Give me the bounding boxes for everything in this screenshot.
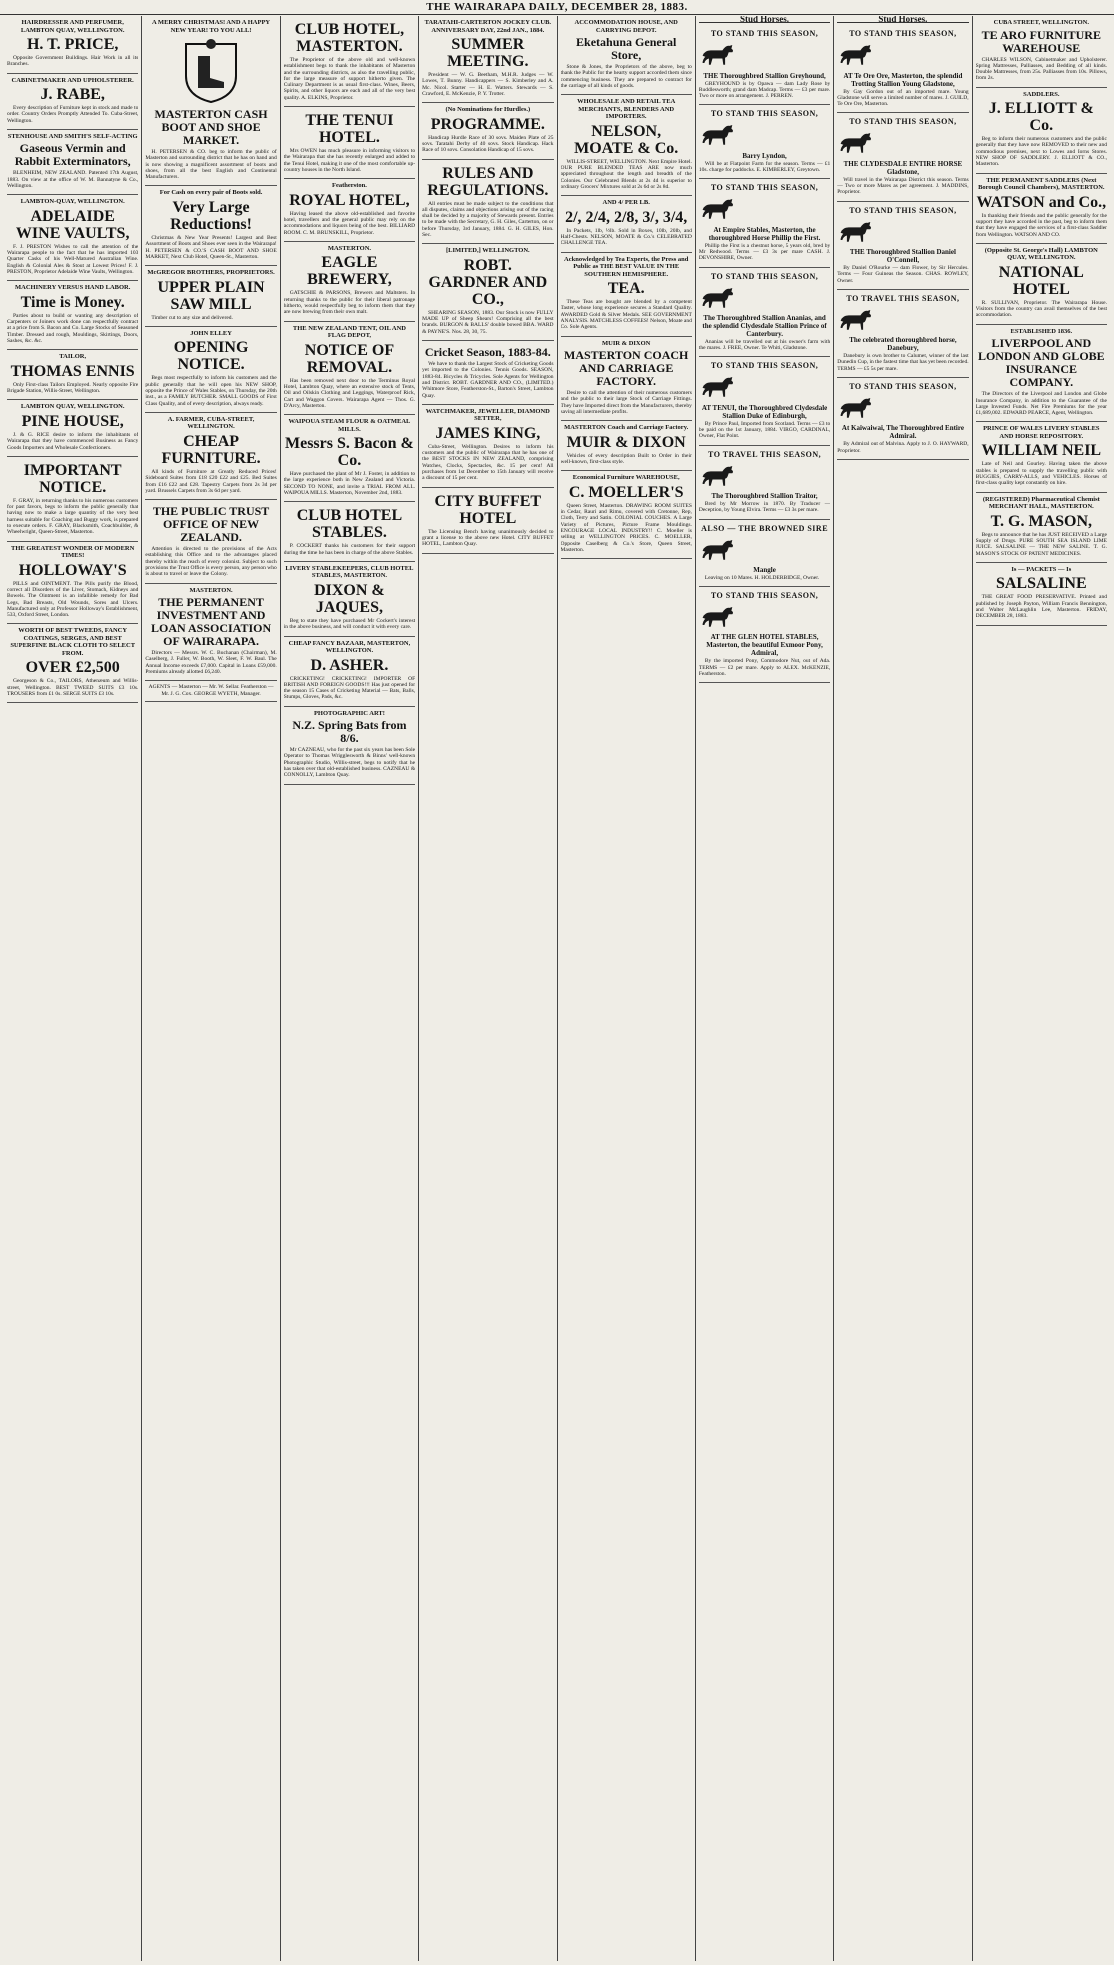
ad-subheading: SADDLERS. <box>1023 90 1060 98</box>
advertisement <box>284 562 415 637</box>
ad-subheading: MASTERTON. <box>189 586 233 594</box>
advertisement <box>976 16 1107 88</box>
advertisement <box>976 88 1107 174</box>
ad-subheading: A. FARMER, CUBA-STREET, WELLINGTON. <box>167 415 255 431</box>
ad-headline: JAMES KING, <box>435 424 541 442</box>
advertisement <box>699 520 830 588</box>
ad-headline: Gaseous Vermin and Rabbit Exterminators, <box>14 141 131 169</box>
ad-body: H. PETERSEN & CO. beg to inform the public of Masterton and surrounding district that he has on hand and is now showing a magnificent assortment of boots and shoes, from all the best English and Continental Manufacturers. <box>145 149 277 181</box>
ad-subheading: JOHN ELLEY <box>190 329 232 337</box>
ad-headline: Very Large Reductions! <box>170 198 252 233</box>
advertisement <box>837 202 968 290</box>
ad-body: By Gay Gordon out of an imported mare. Young Gladstone will serve a limited number of mares. J. GUILD, Te Ore Ore, Masterton. <box>837 88 969 108</box>
ad-body: The Licensing Bench having unanimously decided to grant a license to the above new Hotel. CITY BUFFET HOTEL, Lambton Quay. <box>422 528 554 548</box>
ad-subheading: PHOTOGRAPHIC ART! <box>313 709 385 717</box>
ad-headline: THOMAS ENNIS <box>10 362 135 380</box>
ad-body: Phillip the First is a chestnut horse, 5 years old, bred by Mr Redwood. Terms — £3 3s per mare CASH. J. DEVONSHIRE, Owner. <box>698 242 831 262</box>
ad-headline: HOLLOWAY'S <box>18 561 127 579</box>
ad-body: Begs most respectfully to inform his customers and the public generally that he will open his NEW SHOP, opposite the Prince of Wales Stables, on Thursday, the 20th inst., as a FAMILY BUTCHER. SMALL GOODS of First Class Quality, and of every description, always ready. <box>145 375 277 407</box>
horse-icon <box>837 218 873 244</box>
ad-headline: TO STAND THIS SEASON, <box>849 382 957 392</box>
ad-body: Timber cut to any size and delivered. <box>151 314 233 321</box>
ad-subheading: THE Thoroughbred Stallion Daniel O'Connell, <box>849 247 956 264</box>
ad-body: All entries must be made subject to the conditions that all disputes, claims and objections arising out of the racing shall be decided by a majority of Stewards present. Entries to be made with the Secretary, G. H. Giles, Carterton, on or before Thursday, 3rd January, 1884. G. H. GILES, Hon. Sec. <box>422 200 554 239</box>
ad-headline: ROYAL HOTEL, <box>289 191 410 209</box>
ad-headline: ALSO — THE BROWNED SIRE <box>701 523 829 533</box>
ad-body: In Packets, 1lb, ½lb. Sold in Boxes, 10lb, 20lb, and Half-Chests. NELSON, MOATE & Co.'s CELEBRATED CHALLENGE TEA. <box>560 227 692 247</box>
ad-body: Cuba-Street, Wellington. Desires to inform his customers and the public of Wairarapa that he has one of the BEST STOCKS IN NEW ZEALAND, comprising Watches, Clocks, Spectacles, &c. 15 per cent! All purchases from 1st December to 15th January will receive a discount of 15 per cent. <box>422 443 554 482</box>
ad-subheading: TAILOR, <box>59 353 87 361</box>
ad-subheading: STENHOUSE AND SMITH'S SELF-ACTING <box>7 132 138 140</box>
ad-headline: WATSON and Co., <box>976 193 1107 211</box>
advertisement <box>284 415 415 502</box>
column-3 <box>281 16 419 1961</box>
advertisement <box>284 322 415 415</box>
ad-headline: TO TRAVEL THIS SEASON, <box>708 449 822 459</box>
advertisement <box>422 160 553 245</box>
ad-body: Leaving on 10 Mares. H. HOLDERBIDGE, Owner. <box>704 574 820 581</box>
ad-headline: IMPORTANT NOTICE. <box>23 461 122 496</box>
advertisement <box>837 290 968 378</box>
ad-headline: Messrs S. Bacon & Co. <box>284 435 414 470</box>
ad-body: By Prince Paul, Imported from Scotland. Terms — £3 to be paid on the 1st January, 1884. VIRGO, CARDINAL, Owner, Flat Point. <box>698 420 831 440</box>
ad-headline: THE TENUI HOTEL. <box>305 112 394 147</box>
advertisement <box>422 405 553 488</box>
ad-headline: DIXON & JAQUES, <box>314 581 385 616</box>
ad-headline: MASTERTON CASH BOOT AND SHOE MARKET. <box>154 107 268 147</box>
advertisement <box>422 488 553 554</box>
advertisement <box>422 341 553 405</box>
ad-headline: THE PERMANENT INVESTMENT AND LOAN ASSOCIATION OF WAIRARAPA. <box>150 595 272 649</box>
ad-body: In thanking their friends and the public generally for the support they have accorded in the past, beg to inform them that they have engaged the services of a first-class Saddler from Wellington. WATSON AND CO. <box>975 212 1107 238</box>
column-4 <box>419 16 557 1961</box>
ad-body: Desire to call the attention of their numerous customers and the public to their large Stock of Carriage Fittings. They have Imported direct from the Manufacturers, thereby saving all intermediate profits. <box>560 390 692 415</box>
ad-subheading: TARATAHI-CARTERTON JOCKEY CLUB. ANNIVERSARY DAY, 22nd JAN., 1884. <box>424 19 552 34</box>
ad-headline: TO STAND THIS SEASON, <box>710 29 819 39</box>
ad-headline: TO STAND THIS SEASON, <box>849 205 957 215</box>
advertisement <box>699 357 830 445</box>
ad-body: Will travel in the Wairarapa District this season. Terms — Two or more Mares as per agreement. J. MADDINS, Proprietor. <box>837 176 969 196</box>
horse-icon <box>699 373 735 399</box>
ad-body: By Admiral out of Malvina. Apply to J. O. HAYWARD, Proprietor. <box>837 441 969 454</box>
advertisement <box>699 179 830 267</box>
advertisement <box>284 242 415 322</box>
advertisement <box>7 281 138 350</box>
ad-subheading: CUBA STREET, WELLINGTON. <box>993 19 1089 26</box>
ad-body: Mrs OWEN has much pleasure in informing visitors to the Wairarapa that she has recently enlarged and added to the Tenui Hotel, making it one of the most comfortable up-country houses in the North Island. <box>283 148 416 173</box>
ad-headline: RULES AND REGULATIONS. <box>427 164 549 199</box>
ad-subheading: LIVERY STABLEKEEPERS, CLUB HOTEL STABLES, MASTERTON. <box>285 564 414 580</box>
ad-subheading: THE Thoroughbred Stallion Greyhound, <box>703 71 826 80</box>
ad-headline: PROGRAMME. <box>430 115 545 133</box>
advertisement <box>145 681 276 702</box>
column-7 <box>834 16 972 1961</box>
advertisement <box>7 400 138 456</box>
ad-subheading: For Cash on every pair of Boots sold. <box>159 189 263 197</box>
ad-body: Stone & Jones, the Proprietors of the above, beg to thank the Public for the hearty support accorded them since commencing business. They are prepared to contract for the carriage of all kinds of goods. <box>560 64 692 89</box>
ad-subheading: [LIMITED,] WELLINGTON. <box>445 247 530 255</box>
ad-subheading: MASTERTON Coach and Carriage Factory. <box>564 424 689 432</box>
ad-body: Only First-class Tailors Employed. Nearly opposite Fire Brigade Station, Willis-Street, Wellington. <box>7 381 139 395</box>
advertisement <box>7 195 138 281</box>
ad-body: THE GREAT FOOD PRESERVATIVE. Printed and published by Joseph Payton, William Francis Bennington, and Walter McLaughlin Lee, Masterton. FRIDAY, DECEMBER 28, 1883. <box>975 594 1107 620</box>
ad-subheading: McGREGOR BROTHERS, PROPRIETORS. <box>147 269 275 277</box>
ad-headline: Eketahuna General Store, <box>576 35 677 62</box>
ad-body: Christmas & New Year Presents! Largest and Best Assortment of Boots and Shoes ever seen in the Wairarapa! H. PETERSEN & CO.'S CASH BOOT AND SHOE MARKET, Next Club Hotel, Queen-St., Masterton. <box>145 234 277 260</box>
ad-subheading: LAMBTON QUAY, WELLINGTON. <box>20 403 125 411</box>
advertisement <box>422 16 553 103</box>
advertisement <box>7 457 138 542</box>
ad-headline: EAGLE BREWERY, <box>307 254 392 289</box>
ad-body: F. J. PRESTON Wishes to call the attention of the Wairarapa people to the fact that he has imported 103 Quarter Casks of his Well-Matured Australian Wine. English & Colonial Ales & Stout at Lowest Prices! F. J. PRESTON, Proprietor Adelaide Wine Vaults, Wellington. <box>7 243 139 276</box>
advertisement <box>145 413 276 500</box>
ad-headline: WILLIAM NEIL <box>981 442 1102 460</box>
advertisement <box>976 244 1107 325</box>
ad-headline: CLUB HOTEL, MASTERTON. <box>294 21 405 55</box>
ad-headline: UPPER PLAIN SAW MILL <box>157 278 265 313</box>
ad-subheading: MUIR & DIXON <box>601 339 651 347</box>
section-heading: Stud Horses. <box>699 16 830 23</box>
ad-headline: 2/, 2/4, 2/8, 3/, 3/4, <box>565 208 688 226</box>
column-2 <box>142 16 280 1961</box>
ad-body: WILLIS-STREET, WELLINGTON. Next Empire Hotel. OUR PURE BLENDED TEAS ARE now much appreciated throughout the length and breadth of the Colonies. Our Celebrated Blends at 2s 4d is superior to ordinary Grocers' Mixtures sold at 2s 6d or 2s 8d. <box>560 158 692 190</box>
advertisement <box>7 16 138 74</box>
ad-subheading: ESTABLISHED 1836. <box>1010 327 1073 335</box>
ad-headline: J. RABE, <box>40 86 105 104</box>
ad-body: Bred by Mr Morrow in 1870. By Traducer — Deception, by Young Elvira. Terms — £3 3s per mare. <box>698 500 831 514</box>
ad-subheading: THE GREATEST WONDER OF MODERN TIMES! <box>11 544 135 560</box>
ad-body: President — W. G. Beetham, M.H.R. Judges — W. Lowes, T. Bunny. Handicappers — S. Kimberley and A. Mc. Nicol. Starter — H. E. Watters. Stewards — S. Crawford, E. McKenzie, P. Y. Trotter. <box>422 72 554 97</box>
ad-body: GREYHOUND is by Opawa — dam Lady Rose by Ruddlesworth; grand dam Madcap. Terms — £3 per mare. Two or more on arrangement. J. PERREN. <box>698 80 831 100</box>
ad-headline: TO STAND THIS SEASON, <box>710 271 819 281</box>
horse-icon <box>699 195 735 221</box>
horse-icon <box>699 603 735 629</box>
ad-body: PILLS and OINTMENT. The Pills purify the Blood, correct all Disorders of the Liver, Stomach, Kidneys and Bowels. The Ointment is an infallible remedy for Bad Legs, Bad Breasts, Old Wounds, Sores and Ulcers. Manufactured only at Professor Holloway's Establishment, 533, Oxford Street, London. <box>7 580 139 619</box>
ad-subheading: WATCHMAKER, JEWELLER, DIAMOND SETTER, <box>425 407 550 423</box>
ad-body: By the imported Pony, Commodore Nut, out of Ada. TERMS — £2 per mare. Apply to ALEX. McKENZIE, Featherston. <box>698 658 831 678</box>
ad-headline: NOTICE OF REMOVAL. <box>304 341 395 376</box>
ad-body: Queen Street, Masterton. DRAWING ROOM SUITES in Cedar, Rauri and Rimu, covered with Cretonne, Rep, Cloth, Terry and Satin. COLONIAL COUCHES. A Large Variety of Pictures, Picture Frame Mouldings. ENCOURAGE LOCAL INDUSTRY!! C. Moeller is selling at WELLINGTON PRICES. C. MOELLER, Opposite Caselberg & Co.'s Store, Queen Street, Masterton. <box>560 502 692 553</box>
ad-subheading: AT THE GLEN HOTEL STABLES, Masterton, the beautiful Exmoor Pony, Admiral, <box>706 633 823 658</box>
ad-subheading: The Thoroughbred Stallion Ananias, and the splendid Clydesdale Stallion Prince of Canterbury. <box>702 313 827 338</box>
advertisement <box>284 637 415 707</box>
advertisement <box>145 16 276 186</box>
advertisement <box>284 502 415 562</box>
boot-crest-icon <box>176 36 246 106</box>
ad-headline: CLUB HOTEL STABLES. <box>296 507 403 542</box>
ad-headline: LIVERPOOL AND LONDON AND GLOBE INSURANCE COMPANY. <box>977 336 1105 390</box>
ad-body: CHARLES WILSON, Cabinetmaker and Upholsterer. Spring Mattresses, Palliasses, and Bedding of all kinds. Double Mattresses, from 25s. Palliasses from 10s. Pillows, from 2s. <box>975 56 1107 82</box>
advertisement <box>145 186 276 266</box>
ad-headline: C. MOELLER'S <box>568 483 684 501</box>
ad-subheading: AGENTS — Masterton — Mr. W. Sellar. Featherston — Mr. J. G. Cox. GEORGE WYETH, Manager. <box>148 684 274 697</box>
advertisement <box>145 500 276 583</box>
ad-headline: TO STAND THIS SEASON, <box>710 109 819 119</box>
advertisement <box>976 174 1107 244</box>
ad-headline: CHEAP FURNITURE. <box>161 432 261 467</box>
ad-subheading: PRINCE OF WALES LIVERY STABLES AND HORSE REPOSITORY. <box>983 425 1100 440</box>
ad-subheading: A MERRY CHRISTMAS! AND A HAPPY NEW YEAR! TO YOU ALL! <box>151 19 271 34</box>
ad-headline: TO STAND THIS SEASON, <box>710 591 819 601</box>
advertisement <box>7 130 138 195</box>
advertisement <box>284 16 415 107</box>
ad-body: Having leased the above old-established and favorite hotel, travellers and the general public may rely on the accommodations and liquors being of the best. BILLIARD ROOM. C. M. BRUNSKILL, Proprietor. <box>283 210 416 236</box>
ad-subheading: HAIRDRESSER AND PERFUMER, LAMBTON QUAY, WELLINGTON. <box>20 19 125 34</box>
ad-headline: OPENING NOTICE. <box>173 339 249 374</box>
ad-body: P. COCKERT thanks his customers for their support during the time he has been in charge of the above Stables. <box>283 543 416 556</box>
ad-body: SHEARING SEASON, 1883. Our Stock is now FULLY MADE UP of Sheep Shears! Comprising all the best brands. BURGON & BALLS' double bowed BBA. WARD & PAYNE'S. Nos. 28, 30, 75. <box>422 309 554 335</box>
ad-subheading: THE NEW ZEALAND TENT, OIL AND FLAG DEPOT, <box>292 324 406 340</box>
advertisement <box>561 196 692 252</box>
advertisement <box>699 446 830 520</box>
advertisement <box>561 421 692 471</box>
ad-body: We have to thank the Largest Stock of Cricketing Goods yet imported to the Colonies. Tennis Goods. SEASON, 1883-84. Bicycles & Tricycles. Sole Agents for Wellington and District. ROBT. GARDNER AND CO., (LIMITED.) Whitmore Store, Featherston-St., Barton's Street, Lambton Quay. <box>422 361 554 399</box>
masthead: THE WAIRARAPA DAILY, DECEMBER 28, 1883. <box>0 0 1114 15</box>
ad-headline: J. ELLIOTT & Co. <box>988 100 1094 135</box>
ad-body: Late of Neil and Gourley. Having taken the above stables is prepared to supply the travelling public with BUGGIES, CARRY-ALLS, and VEHICLES. Horses of first-class quality kept constantly on hire. <box>975 461 1107 487</box>
advertisement <box>284 707 415 785</box>
advertisement <box>837 25 968 113</box>
ad-subheading: THE PERMANENT SADDLERS (Next Borough Council Chambers), MASTERTON. <box>978 176 1105 192</box>
ad-headline: TO STAND THIS SEASON, <box>710 183 819 193</box>
ad-headline: SALSALINE <box>995 575 1087 593</box>
advertisement <box>699 587 830 683</box>
advertisement <box>976 493 1107 563</box>
ad-headline: H. T. PRICE, <box>26 36 119 53</box>
ad-subheading: MASTERTON. <box>327 244 372 252</box>
ad-headline: MUIR & DIXON <box>566 433 686 451</box>
ad-subheading: Barry Lyndon, <box>742 151 787 160</box>
advertisement <box>7 350 138 400</box>
ad-body: Begs to announce that he has JUST RECEIVED a Large Supply of Drugs. PURE SOUTH SEA ISLAND LIME JUICE. SALSALINE — THE NEW SALINE. T. G. MASON'S STOCK OF PATENT MEDICINES. <box>975 531 1107 557</box>
horse-icon <box>837 129 873 155</box>
ad-subheading: Economical Furniture WAREHOUSE, <box>572 474 680 482</box>
ad-body: The Proprietor of the above old and well-known establishment begs to thank the inhabitants of Masterton and the surrounding districts, as also the travelling public, for the large measure of support hitherto given. The Culinary Department is as usual first-class. Wines, Beers, Spirits, and other liquors are each and all of the very best quality. A. ELKINS, Proprietor. <box>283 57 416 101</box>
advertisement <box>699 268 830 358</box>
ad-subheading: At Empire Stables, Masterton, the thoroughbred Horse Phillip the First. <box>708 225 821 242</box>
advertisement <box>145 584 276 682</box>
horse-icon <box>699 462 735 488</box>
ad-body: Every description of Furniture kept in stock and made to order. Country Orders Promptly Attended To. Cuba-Street, Wellington. <box>7 105 139 124</box>
ad-headline: TO TRAVEL THIS SEASON, <box>846 293 960 303</box>
advertisement <box>561 95 692 196</box>
ad-headline: ROBT. GARDNER AND CO., <box>428 256 548 308</box>
ad-headline: PINE HOUSE, <box>21 412 124 430</box>
ad-body: By Daniel O'Rourke — dam Flower, by Sir Hercules. Terms — Four Guineas the Season. CHAS. ROWLEY, Owner. <box>837 264 969 284</box>
ad-subheading: Featherston. <box>332 182 367 190</box>
ad-headline: NELSON, MOATE & Co. <box>574 122 679 157</box>
ad-headline: NATIONAL HOTEL <box>998 263 1084 298</box>
ad-headline: OVER £2,500 <box>25 659 120 677</box>
ad-subheading: AND 4/ PER LB. <box>602 199 650 207</box>
ad-subheading: CABINETMAKER AND UPHOLSTERER. <box>11 76 134 84</box>
ad-body: F. GRAY, in returning thanks to his numerous customers for past favors, begs to inform the public generally that having now to make a large quantity of the very best harness suitable for Coaching and Buggy work, is prepared to execute orders. F. GRAY, Blacksmith, Coachbuilder, & Wheelwright, Queen-Street, Masterton. <box>7 497 139 536</box>
column-5 <box>558 16 696 1961</box>
ad-body: Parties about to build or wanting any description of Carpenters or Joiners work done can respectfully contract at a price from S. Bacon and Co. Large Stocks of Seasoned Timber. Dressed and rough, Mouldings, Skirtings, Doors, Sashes, &c. &c. <box>7 312 139 345</box>
ad-body: Handicap Hurdle Race of 30 sovs. Maiden Plate of 25 sovs. Taratahi Derby of 40 sovs. Stock Handicap. Hack Race of 10 sovs. Consolation Handicap of 15 sovs. <box>422 134 554 154</box>
advertisement <box>284 107 415 179</box>
ad-subheading: WAIPOUA STEAM FLOUR & OATMEAL MILLS. <box>288 418 411 433</box>
ad-body: The Directors of the Liverpool and London and Globe Insurance Company, in addition to the Guarantee of the Large Invested Funds. Net Fire Premiums for the year £1,689,002. EDWARD PEARCE, Agent, Wellington. <box>975 391 1107 417</box>
ad-body: All kinds of Furniture at Greatly Reduced Prices! Sideboard Suites from £18 £20 £22 and £25. Bed Suites from £16 £22 and £28. Tapestry Carpets from 2s 3d per yard. Brussels Carpets from 3s 6d per yard. <box>145 468 277 494</box>
ad-headline: SUMMER MEETING. <box>447 36 529 70</box>
ad-subheading: MACHINERY VERSUS HAND LABOR. <box>15 284 131 292</box>
ad-subheading: Acknowledged by Tea Experts, the Press and Public as THE BEST VALUE IN THE SOUTHERN HEMISPHERE. <box>564 255 689 278</box>
ad-body: Vehicles of every description Built to Order in their well-known, first-class style. <box>560 452 692 466</box>
advertisement <box>976 325 1107 423</box>
advertisement <box>422 244 553 341</box>
ad-subheading: (Opposite St. George's Hall) LAMBTON QUAY, WELLINGTON. <box>984 246 1098 262</box>
ad-subheading: (REGISTERED) Pharmaceutical Chemist MERCHANT HALL, MASTERTON. <box>982 495 1100 511</box>
column-1 <box>4 16 142 1961</box>
ad-body: Has been removed next door to the Terminus Royal Hotel, Lambton Quay, where an extensive stock of Tents, Oil and Oilskin Clothing and Leggings, Waterproof Rick, Cart and Waggon Covers. Wairarapa Agent — Thos. G. D'Arcy, Masterton. <box>283 377 416 409</box>
ad-body: Georgeson & Co., TAILORS, Athenæum and Willis-street, Wellington. BEST TWEED SUITS £3 10s. TROUSERS from £1 0s. SERGE SUITS £3 10s. <box>7 678 139 697</box>
ad-headline: ADELAIDE WINE VAULTS, <box>15 207 130 242</box>
ad-subheading: ACCOMMODATION HOUSE, AND CARRYING DEPOT. <box>574 19 678 34</box>
ad-headline: TO STAND THIS SEASON, <box>710 361 819 371</box>
ad-body: BLENHEIM, NEW ZEALAND. Patented 17th August, 1883. On view at the office of W. M. Bannatyne & Co., Wellington. <box>7 170 139 190</box>
ad-subheading: CHEAP FANCY BAZAAR, MASTERTON, WELLINGTON. <box>288 639 411 654</box>
advertisement <box>7 624 138 703</box>
advertisement <box>145 327 276 413</box>
horse-icon <box>699 121 735 147</box>
horse-icon <box>699 284 735 310</box>
ad-body: GATSCHIE & PARSONS, Brewers and Maltsters. In returning thanks to the public for their liberal patronage hitherto, would respectfully beg to inform them that they are now brewing from their own malt. <box>283 290 416 316</box>
ad-body: Ananias will be travelled out at his owner's farm with the mares. J. FREE, Owner. Te Whiti, Gladstone. <box>698 338 831 352</box>
advertisement <box>561 253 692 337</box>
advertisement <box>422 103 553 159</box>
ad-subheading: WORTH OF BEST TWEEDS, FANCY COATINGS, SERGES, AND BEST SUPERFINE BLACK CLOTH TO SELECT FROM. <box>10 627 136 657</box>
horse-icon <box>837 306 873 332</box>
ad-body: Directors — Messrs. W. C. Buchanan (Chairman), M. Caselberg, J. Fuller, W. Booth, W. Sleet, F. W. Baul. The Annual Income exceeds £7,000. Capital in Loans £59,000. Premiums already allotted £6,240. <box>145 650 277 676</box>
ad-body: Beg to inform their numerous customers and the public generally that they have now REMOVED to their new and commodious premises, next to Lowes and Iorns Stores. NEW SHOP OF SADDLERY. J. ELLIOTT & CO., Masterton. <box>975 136 1107 168</box>
advertisement <box>976 422 1107 492</box>
advertisement <box>837 113 968 201</box>
ad-body: Danebury is own brother to Calumet, winner of the last Dunedin Cup, in the fastest time that has yet been recorded. TERMS — £5 5s per mare. <box>837 353 969 372</box>
section-heading: Stud Horses. <box>837 16 968 23</box>
ad-subheading: (No Nominations for Hurdles.) <box>445 106 531 114</box>
columns-container <box>4 16 1110 1961</box>
advertisement <box>837 378 968 460</box>
ad-headline: MASTERTON COACH AND CARRIAGE FACTORY. <box>564 348 689 389</box>
ad-headline: T. G. MASON, <box>990 512 1093 530</box>
ad-subheading: At Kaiwaiwai, The Thoroughbred Entire Admiral. <box>841 424 964 441</box>
horse-icon <box>837 41 873 67</box>
advertisement <box>561 471 692 559</box>
ad-body: These Teas are bought are blended by a competent Taster, whose long experience secures a Standard Quality. AWARDED Gold & Silver Medals. SEE GOVERNMENT ANALYSIS. MATCHLESS COFFEES! Nelson, Moate and Co. Sole Agents. <box>560 299 692 331</box>
ad-body: Attention is directed to the provisions of the Acts establishing this Office and to the advantages placed thereby within the reach of every colonist. Subject to such provisions the Trust Office is every person, any person who is about to travel or leave the Colony. <box>145 546 277 578</box>
ad-body: Mr CAZNEAU, who for the past six years has been Sole Operator to Thomas Wrigglesworth & Binns' well-known Photographic Studio, Willis-street, begs to notify that he has taken over that old-established business. CAZNEAU & CONNOLLY, Lambton Quay. <box>283 747 416 779</box>
horse-icon <box>837 394 873 420</box>
ad-body: Have purchased the plant of Mr J. Foster, in addition to the large experience both in New Zealand and Victoria. SECOND TO NONE, and invite a TRIAL FROM ALL. WAIPOUA MILLS. Masterton, November 2nd, 1883. <box>283 471 416 497</box>
ad-headline: TEA. <box>607 280 645 298</box>
ad-headline: TO STAND THIS SEASON, <box>849 117 957 127</box>
ad-headline: D. ASHER. <box>310 656 389 674</box>
ad-subheading: WHOLESALE AND RETAIL TEA MERCHANTS, BLENDERS AND IMPORTERS. <box>577 98 676 121</box>
ad-body: Will be at Flatpoint Farm for the season. Terms — £1 10s. charge for paddocks. E. KIMBERLEY, Greytown. <box>698 160 831 174</box>
column-8 <box>973 16 1110 1961</box>
ad-headline: N.Z. Spring Bats from 8/6. <box>292 718 407 746</box>
advertisement <box>699 25 830 105</box>
ad-subheading: AT TENUI, the Thoroughbred Clydesdale Stallion Duke of Edinburgh, <box>701 403 828 420</box>
ad-headline: TO STAND THIS SEASON, <box>849 29 957 39</box>
ad-subheading: LAMBTON-QUAY, WELLINGTON. <box>20 198 125 206</box>
advertisement <box>561 337 692 422</box>
advertisement <box>7 74 138 130</box>
ad-body: Beg to state they have purchased Mr Cockert's interest in the above business, and will conduct it with every care. <box>283 617 416 631</box>
ad-body: Opposite Government Buildings. Hair Work in all its Branches. <box>7 55 139 68</box>
ad-body: J. & G. RICE desire to inform the inhabitants of Wairarapa that they have commenced Business as Fancy Goods Importers and Wholesale Confectioners. <box>7 431 139 451</box>
advertisement <box>699 105 830 179</box>
ad-subheading: Is — PACKETS — Is <box>1011 565 1072 573</box>
ad-headline: THE PUBLIC TRUST OFFICE OF NEW ZEALAND. <box>152 504 270 545</box>
ad-subheading: THE CLYDESDALE ENTIRE HORSE Gladstone, <box>843 159 963 176</box>
ad-subheading: The celebrated thoroughbred horse, Danebury, <box>849 336 957 353</box>
advertisement <box>145 266 276 327</box>
horse-icon <box>699 41 735 67</box>
advertisement <box>561 16 692 95</box>
ad-subheading: Mangle <box>753 565 776 574</box>
ad-body: R. SULLIVAN, Proprietor. The Wairarapa House. Visitors from the country can avail themselves of the best accommodation. <box>975 299 1107 319</box>
advertisement <box>7 542 138 625</box>
ad-subheading: AT Te Ore Ore, Masterton, the splendid Trotting Stallion Young Gladstone, <box>843 71 963 88</box>
ad-headline: TE ARO FURNITURE WAREHOUSE <box>981 27 1101 55</box>
ad-headline: Cricket Season, 1883-84. <box>424 345 551 360</box>
advertisement <box>976 563 1107 626</box>
ad-headline: Time is Money. <box>20 293 125 311</box>
ad-headline: CITY BUFFET HOTEL <box>434 492 542 527</box>
advertisement <box>284 179 415 242</box>
ad-subheading: The Thoroughbred Stallion Traitor, <box>711 491 818 500</box>
ad-body: CRICKETING! CRICKETING! IMPORTER OF BRITISH AND FOREIGN GOODS!!! Has just opened for the season 15 Cases of Cricketing Material — Bats, Balls, Stumps, Gloves, Pads, &c. <box>283 675 416 701</box>
horse-icon <box>699 536 735 562</box>
column-6 <box>696 16 834 1961</box>
